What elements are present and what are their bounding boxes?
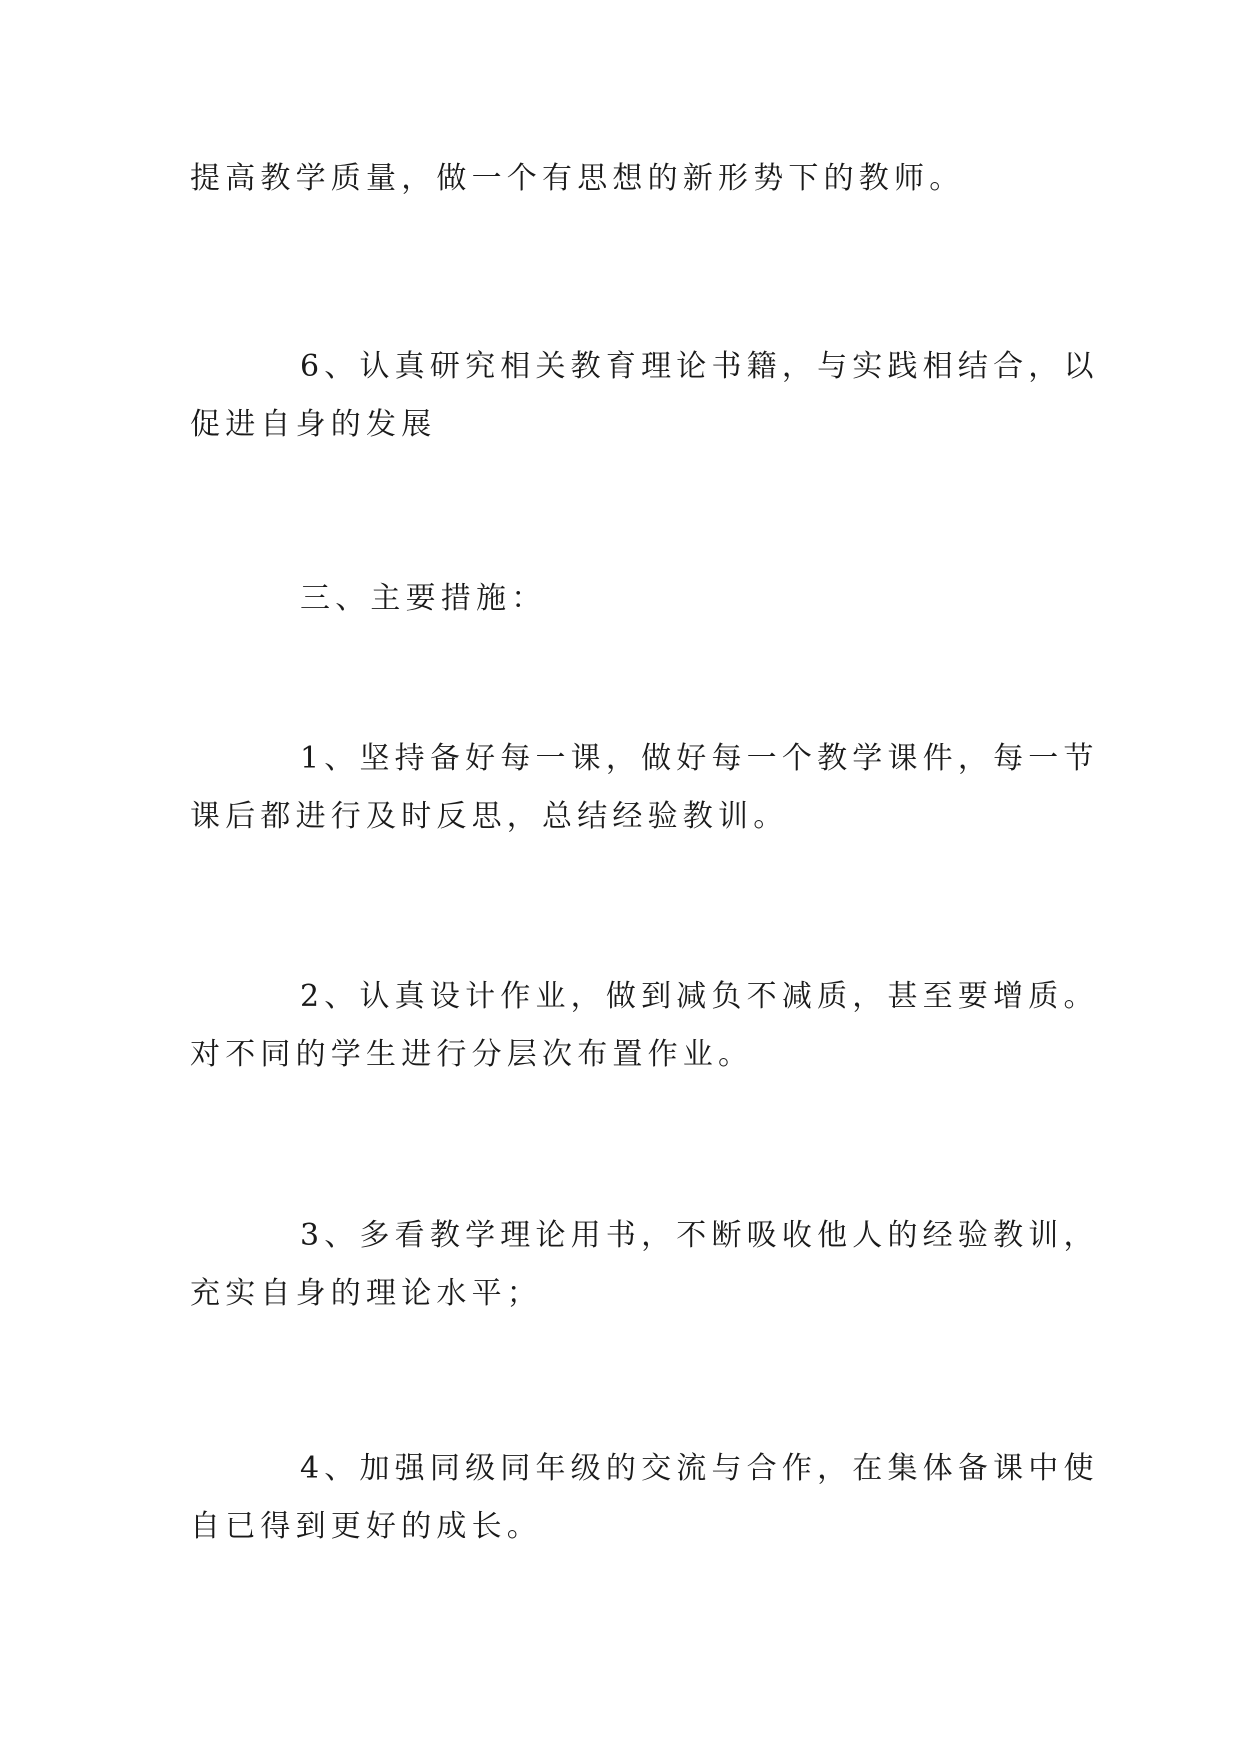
paragraph-measure-3 <box>190 1207 1099 1323</box>
paragraph-line: 课后都进行及时反思，总结经验教训。 <box>190 799 789 834</box>
paragraph-measure-2 <box>190 968 1099 1084</box>
paragraph-line: 对不同的学生进行分层次布置作业。 <box>190 1037 754 1072</box>
paragraph-item-6 <box>190 338 1099 454</box>
paragraph-line: 6、认真研究相关教育理论书籍，与实践相结合，以 <box>300 349 1099 384</box>
paragraph-line: 4、加强同级同年级的交流与合作，在集体备课中使 <box>300 1451 1099 1486</box>
paragraph-line: 2、认真设计作业，做到减负不减质，甚至要增质。 <box>300 979 1099 1014</box>
paragraph-line: 自已得到更好的成长。 <box>190 1509 542 1544</box>
paragraph-line: 1、坚持备好每一课，做好每一个教学课件，每一节 <box>300 741 1099 776</box>
paragraph-line: 充实自身的理论水平； <box>190 1276 542 1311</box>
paragraph-measure-4 <box>190 1440 1099 1556</box>
paragraph-line: 提高教学质量，做一个有思想的新形势下的教师。 <box>190 161 965 196</box>
paragraph-line: 促进自身的发展 <box>190 407 437 442</box>
section-heading-text: 三、主要措施： <box>300 581 547 616</box>
section-heading-measures <box>190 570 1050 628</box>
paragraph-continuation <box>190 150 1050 208</box>
paragraph-line: 3、多看教学理论用书，不断吸收他人的经验教训， <box>300 1218 1099 1253</box>
paragraph-measure-1 <box>190 730 1099 846</box>
